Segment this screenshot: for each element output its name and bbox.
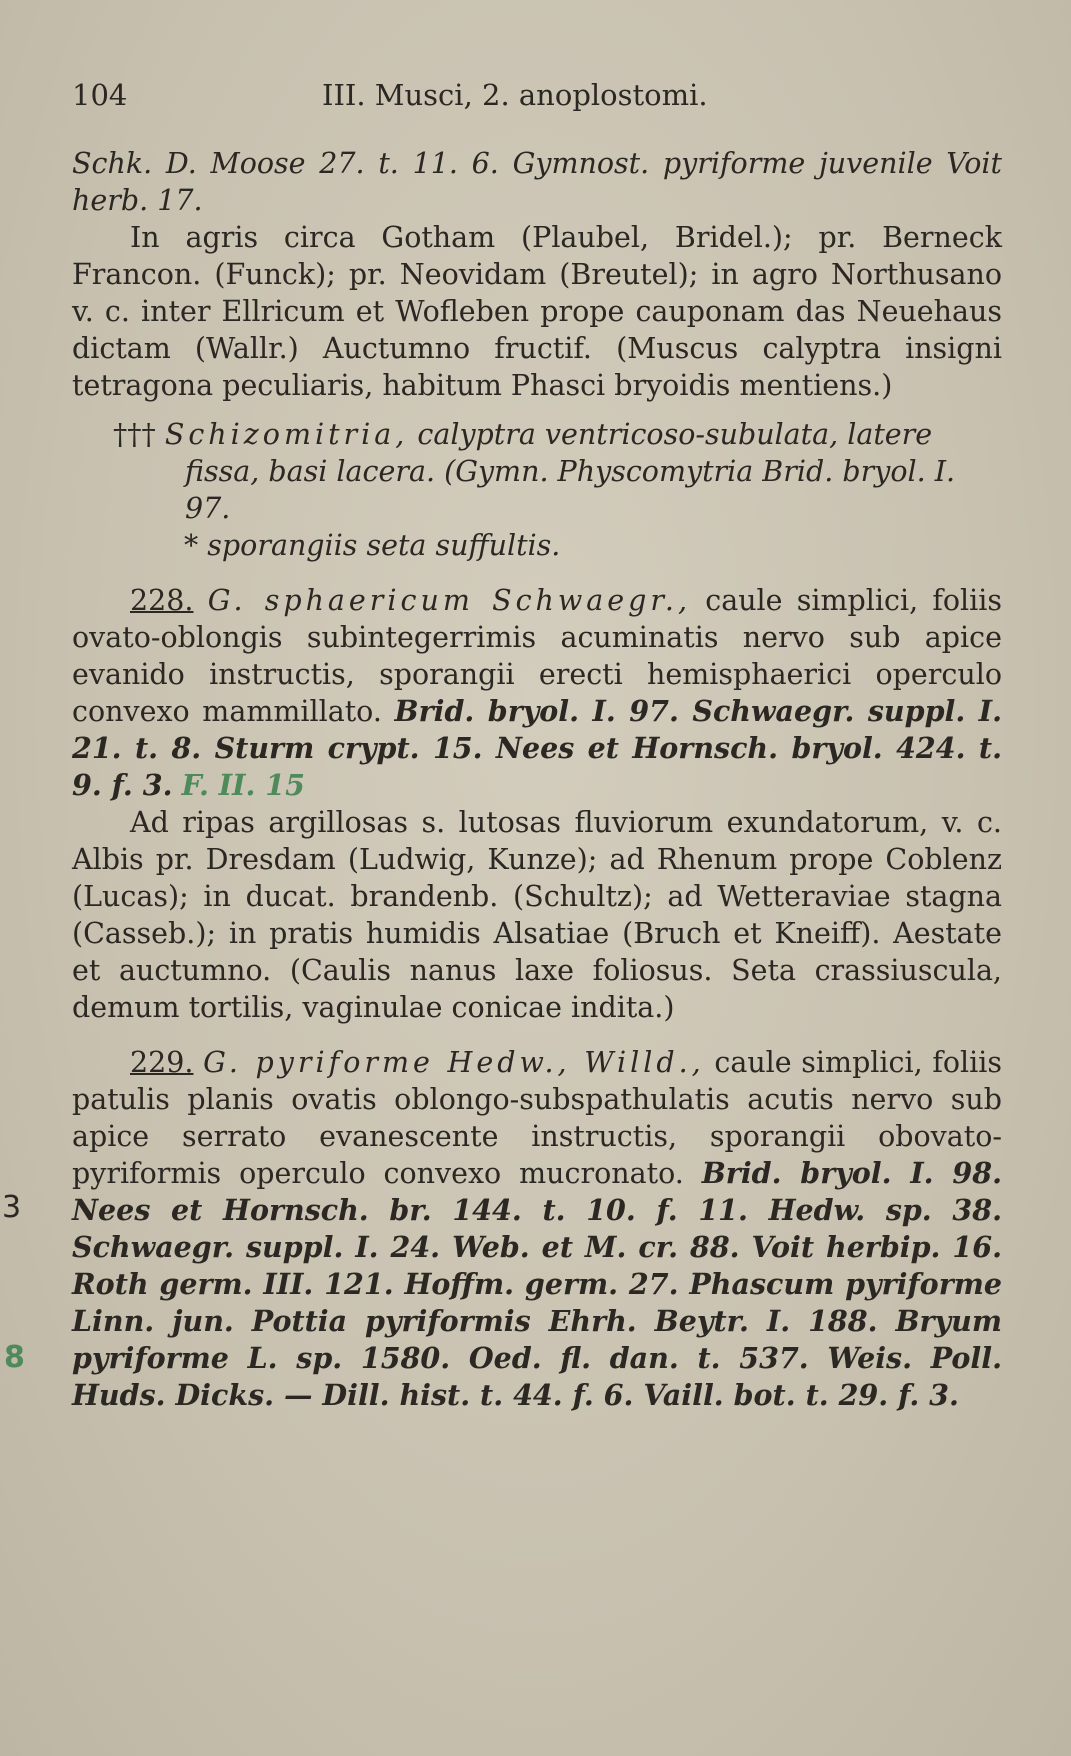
diagnosis: caule simplici, foliis patulis planis ovatis oblongo-subspathulatis acutis nervo sub apice serrato evanescente instructis, sporangii obovato-pyriformis operculo convexo mucronato.	[72, 1046, 1002, 1190]
species-name: G. pyriforme Hedw., Willd.,	[203, 1046, 705, 1079]
section-name: Schizomitria,	[164, 418, 409, 451]
running-title: III. Musci, 2. anoplostomi.	[322, 78, 708, 112]
subsection-heading: * sporangiis seta suffultis.	[184, 529, 561, 562]
references: Brid. bryol. I. 98. Nees et Hornsch. br. 144. t. 10. f. 11. Hedw. sp. 38. Schwaegr. suppl. I. 24. Web. et M. cr. 88. Voit herbip. 16. Roth germ. III. 121. Hoffm. germ. 27. Phascum pyriforme Linn. jun. Pottia pyriformis Ehrh. Beytr. I. 188. Bryum pyriforme L. sp. 1580. Oed. fl. dan. t. 537. Weis. Poll. Huds. Dicks. — Dill. hist. t. 44. f. 6. Vaill. bot. t. 29. f. 3.	[72, 1156, 1002, 1412]
margin-note-1: 3	[2, 1190, 22, 1225]
intro-reference: Schk. D. Moose 27. t. 11. 6. Gymnost. pyriforme juvenile Voit herb. 17.	[72, 147, 1002, 217]
margin-note-2: 8	[4, 1340, 25, 1375]
entry-number: 228.	[130, 584, 194, 617]
species-name: G. sphaericum Schwaegr.,	[207, 584, 692, 617]
entry-number: 229.	[130, 1046, 194, 1079]
section-marker: †††	[113, 418, 156, 451]
page-body	[72, 145, 1002, 1414]
entry-229	[72, 1044, 1002, 1414]
section-definition: calyptra ventricoso-subulata, latere fissa, basi lacera. (Gymn. Physcomytria Brid. bryol. I. 97.	[185, 418, 956, 525]
page-number: 104	[72, 78, 128, 112]
pencil-annotation: F. II. 15	[181, 768, 305, 802]
section-heading	[72, 416, 1002, 527]
intro-paragraph: In agris circa Gotham (Plaubel, Bridel.); pr. Berneck Francon. (Funck); pr. Neovidam (Breutel); in agro Northusano v. c. inter Ellricum et Wofleben prope cauponam das Neuehaus dictam (Wallr.) Auctumno fructif. (Muscus calyptra insigni tetragona peculiaris, habitum Phasci bryoidis mentiens.)	[72, 221, 1002, 402]
entry-228-habitat: Ad ripas argillosas s. lutosas fluviorum exundatorum, v. c. Albis pr. Dresdam (Ludwig, Kunze); ad Rhenum prope Coblenz (Lucas); in ducat. brandenb. (Schultz); ad Wetteraviae stagna (Casseb.); in pratis humidis Alsatiae (Bruch et Kneiff). Aestate et auctumno. (Caulis nanus laxe foliosus. Seta crassiuscula, demum tortilis, vaginulae conicae indita.)	[72, 806, 1002, 1024]
diagnosis: caule simplici, foliis ovato-oblongis subintegerrimis acuminatis nervo sub apice evanido instructis, sporangii erecti hemisphaerici operculo convexo mammillato.	[72, 584, 1003, 728]
references: Brid. bryol. I. 97. Schwaegr. suppl. I. 21. t. 8. Sturm crypt. 15. Nees et Hornsch. bryol. 424. t. 9. f. 3.	[72, 694, 1002, 802]
entry-228	[72, 582, 1002, 804]
